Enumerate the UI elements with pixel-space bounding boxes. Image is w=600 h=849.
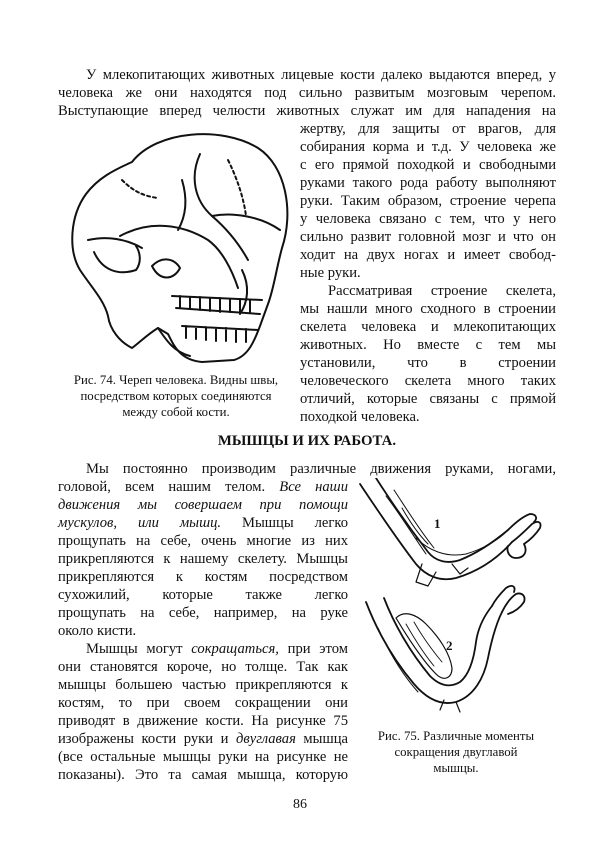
- text-line: руками такого рода работу выполняют: [300, 175, 556, 191]
- text-line: У млекопитающих животных лицевые кости далеко выдаются вперед, у: [86, 67, 556, 83]
- text-line: ные руки.: [300, 265, 361, 281]
- text-line: Рассматривая строение скелета,: [328, 283, 556, 299]
- text-span: при этом: [287, 641, 348, 657]
- text-line: человека же они находятся под сильно развитым мозговым черепом.: [58, 85, 556, 101]
- italic-span: мускулов, или мышц.: [58, 515, 222, 531]
- text-span: головой, всем нашим телом.: [58, 479, 266, 495]
- text-span: Мышцы легко: [242, 515, 348, 531]
- text-line: отличий, которые связаны с прямой: [300, 391, 556, 407]
- text-line: [58, 515, 348, 533]
- text-line: прикрепляются к нашему скелету. Мышцы: [58, 551, 348, 567]
- figure-caption: между собой кости.: [122, 405, 230, 419]
- text-line: показаны). Это та самая мышца, которую: [58, 767, 348, 783]
- figure-label: 2: [446, 638, 453, 653]
- text-line: [58, 731, 348, 749]
- text-line: [58, 641, 348, 659]
- text-line: около кисти.: [58, 623, 137, 639]
- figure-caption: посредством которых соединяются: [80, 389, 272, 403]
- text-line: животных. Но вместе с тем мы: [300, 337, 556, 353]
- page-number: 86: [293, 797, 307, 812]
- figure-caption: Рис. 74. Череп человека. Видны швы,: [73, 373, 279, 387]
- text-line: жертву, для защиты от врагов, для: [300, 121, 556, 137]
- text-line: приводят в движение кости. На рисунке 75: [58, 713, 348, 729]
- text-line: походкой человека.: [300, 409, 420, 425]
- text-line: [58, 497, 348, 515]
- text-line: ходит на двух ногах и имеет свобод-: [300, 247, 556, 263]
- figure-label: 1: [434, 516, 441, 531]
- text-line: у человека связано с тем, что у него: [300, 211, 556, 227]
- text-line: (все остальные мышцы руки на рисунке не: [58, 749, 348, 765]
- text-line: прощупать на себе, например, на руке: [58, 605, 348, 621]
- text-line: сухожилий, которые также легко: [58, 587, 348, 603]
- text-line: прикрепляются к костям посредством: [58, 569, 348, 585]
- section-heading: МЫШЦЫ И ИХ РАБОТА.: [217, 433, 397, 449]
- text-line: собирания корма и т.д. У человека же: [300, 139, 556, 155]
- figure-caption: мышцы.: [433, 761, 479, 775]
- text-line: мы нашли много сходного в строении: [300, 301, 556, 317]
- text-line: Мы постоянно производим различные движения руками, ногами,: [86, 461, 556, 477]
- text-span: мышца: [303, 731, 348, 747]
- text-line: [58, 479, 348, 497]
- text-span: Мышцы могут: [86, 641, 183, 657]
- text-line: сильно развит головной мозг и что он: [300, 229, 556, 245]
- text-line: они становятся короче, но толще. Так как: [58, 659, 348, 675]
- text-span: изображены кости руки и: [58, 731, 229, 747]
- italic-span: движения мы совершаем при помощи: [58, 497, 348, 513]
- text-line: скелета человека и млекопитающих: [300, 319, 556, 335]
- text-line: Выступающие вперед челюсти животных служат им для нападения на: [58, 103, 556, 119]
- text-line: с его прямой походкой и свободными: [300, 157, 556, 173]
- italic-span: сокращаться,: [191, 641, 279, 657]
- text-line: установили, что в строении: [300, 355, 556, 371]
- arm-muscle-illustration: [356, 478, 552, 714]
- skull-illustration: [62, 120, 294, 366]
- text-line: руки. Таким образом, строение черепа: [300, 193, 556, 209]
- text-line: мышцы большею частью прикрепляются к: [58, 677, 348, 693]
- italic-span: двуглавая: [236, 731, 296, 747]
- italic-span: Все наши: [279, 479, 348, 495]
- text-line: костям, то при своем сокращении они: [58, 695, 348, 711]
- text-line: прощупать на себе, очень многие из них: [58, 533, 348, 549]
- figure-caption: Рис. 75. Различные моменты: [377, 729, 535, 743]
- text-line: человеческого скелета много таких: [300, 373, 556, 389]
- figure-caption: сокращения двуглавой: [394, 745, 518, 759]
